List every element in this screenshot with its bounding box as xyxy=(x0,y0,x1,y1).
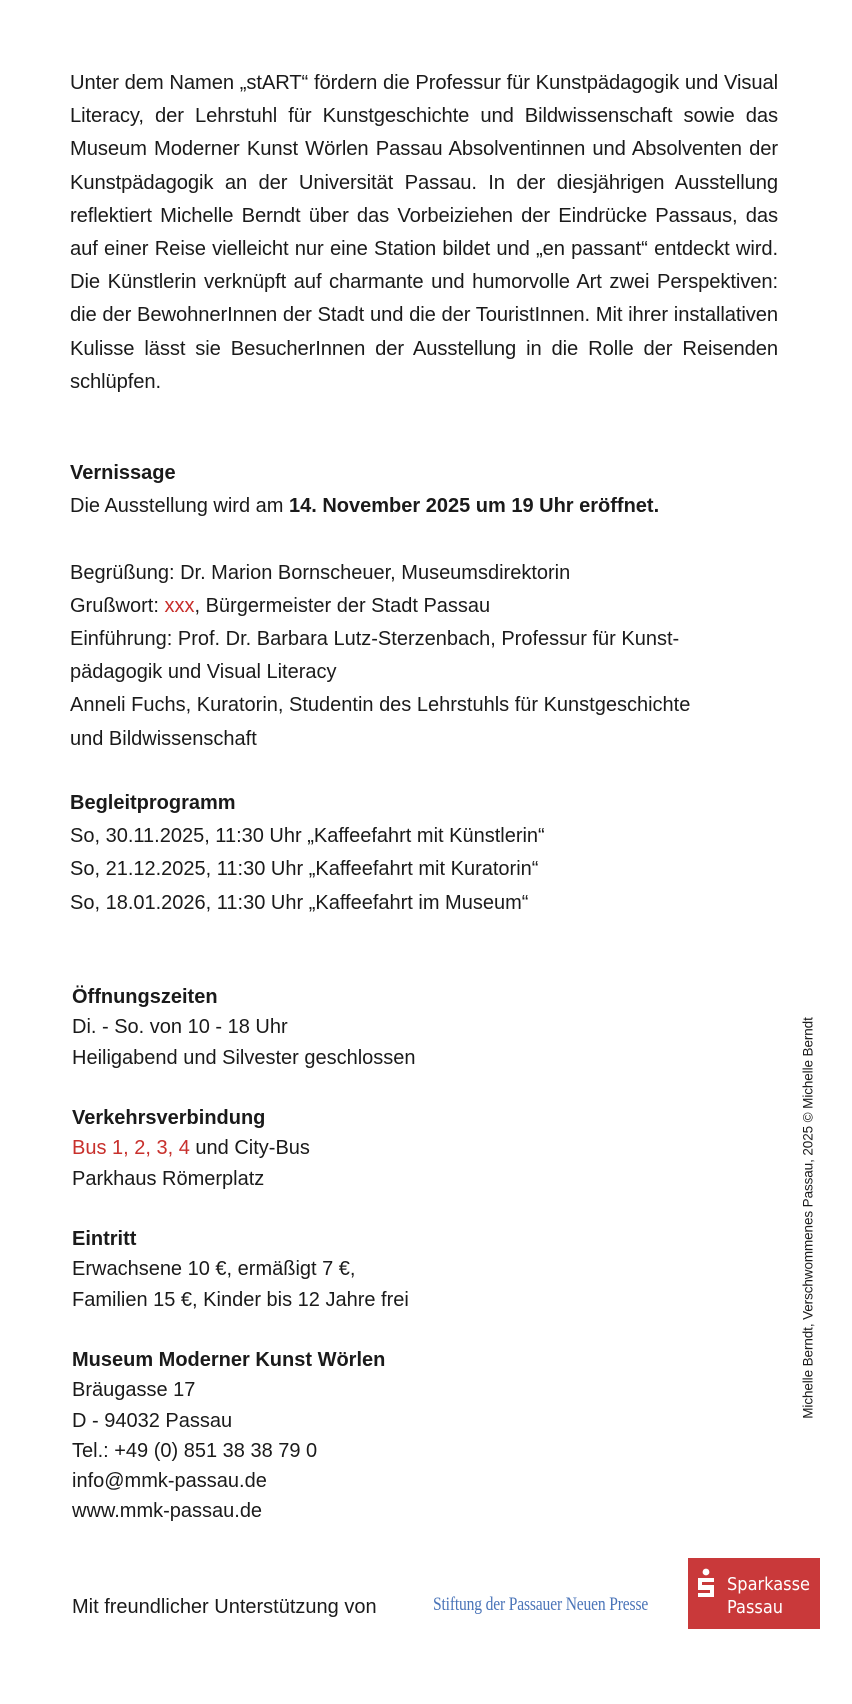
parking-line: Parkhaus Römerplatz xyxy=(72,1167,265,1190)
museum-street: Bräugasse 17 xyxy=(72,1379,196,1402)
admission-line: Erwachsene 10 €, ermäßigt 7 €, xyxy=(72,1258,356,1281)
sparkasse-s-icon xyxy=(697,1568,715,1602)
museum-address-section xyxy=(72,1345,672,1527)
spacer xyxy=(70,523,790,556)
sparkasse-passau-logo xyxy=(688,1558,820,1629)
opening-date: 14. November 2025 um 19 Uhr eröffnet. xyxy=(288,495,660,518)
image-credit: Michelle Berndt, Verschwommenes Passau, 2025 © Michelle Berndt xyxy=(800,1017,816,1419)
greeting-line: Begrüßung: Dr. Marion Bornscheuer, Museumsdirektorin xyxy=(70,561,571,584)
museum-website[interactable]: www.mmk-passau.de xyxy=(72,1500,263,1523)
grusswort-suffix: , Bürgermeister der Stadt Passau xyxy=(194,594,491,617)
grusswort-line xyxy=(70,590,790,623)
museum-email[interactable]: info@mmk-passau.de xyxy=(72,1470,267,1493)
sparkasse-city: Passau xyxy=(727,1597,784,1618)
vernissage-heading: Vernissage xyxy=(70,462,176,484)
support-label: Mit freundlicher Unterstützung von xyxy=(72,1596,377,1618)
museum-phone: Tel.: +49 (0) 851 38 38 79 0 xyxy=(72,1439,318,1462)
program-heading: Begleitprogramm xyxy=(70,792,236,814)
grusswort-prefix: Grußwort: xyxy=(70,594,165,617)
curator-line-2: und Bildwissenschaft xyxy=(70,727,257,750)
opening-prefix: Die Ausstellung wird am xyxy=(70,495,289,518)
program-section xyxy=(70,787,790,920)
hours-line: Heiligabend und Silvester geschlossen xyxy=(72,1046,416,1069)
intro-section xyxy=(70,67,778,399)
curator-line-1: Anneli Fuchs, Kuratorin, Studentin des Lehrstuhls für Kunstgeschichte xyxy=(70,694,691,717)
museum-city: D - 94032 Passau xyxy=(72,1409,233,1432)
transport-heading: Verkehrsverbindung xyxy=(72,1107,266,1129)
admission-line: Familien 15 €, Kinder bis 12 Jahre frei xyxy=(72,1288,409,1311)
admission-heading: Eintritt xyxy=(72,1228,137,1250)
stiftung-pnp-logo: Stiftung der Passauer Neuen Presse xyxy=(433,1594,649,1615)
sparkasse-label: Sparkasse xyxy=(727,1574,811,1595)
hours-line: Di. - So. von 10 - 18 Uhr xyxy=(72,1016,288,1039)
opening-line xyxy=(70,490,790,523)
program-event: So, 18.01.2026, 11:30 Uhr „Kaffeefahrt im Museum“ xyxy=(70,891,529,914)
admission-section xyxy=(72,1224,672,1315)
intro-paragraph: Unter dem Namen „stART“ fördern die Professur für Kunstpädagogik und Visual Literacy, der Lehrstuhl für Kunstgeschichte und Bildwissenschaft sowie das Museum Moderner Kunst Wörlen Passau Absolventinnen und Absolventen der Kunstpädagogik an der Universität Passau. In der diesjährigen Ausstellung reflektiert Michelle Berndt über das Vorbeiziehen der Eindrücke Passaus, das auf einer Reise vielleicht nur eine Station bildet und „en passant“ entdeckt wird. Die Künstlerin verknüpft auf charmante und humorvolle Art zwei Perspektiven: die der BewohnerInnen der Stadt und die der TouristInnen. Mit ihrer installativen Kulisse lässt sie BesucherInnen der Ausstellung in die Rolle der Reisenden schlüpfen. xyxy=(70,72,778,393)
program-event: So, 21.12.2025, 11:30 Uhr „Kaffeefahrt mit Kuratorin“ xyxy=(70,858,539,881)
hours-section xyxy=(72,982,672,1073)
grusswort-placeholder: xxx xyxy=(164,594,195,617)
introduction-line-1: Einführung: Prof. Dr. Barbara Lutz-Sterzenbach, Professur für Kunst- xyxy=(70,628,680,651)
transport-section xyxy=(72,1103,672,1194)
museum-name: Museum Moderner Kunst Wörlen xyxy=(72,1349,386,1371)
bus-line xyxy=(72,1133,672,1163)
introduction-line-2: pädagogik und Visual Literacy xyxy=(70,661,337,684)
bus-numbers: Bus 1, 2, 3, 4 xyxy=(72,1137,190,1160)
hours-heading: Öffnungszeiten xyxy=(72,986,218,1008)
program-event: So, 30.11.2025, 11:30 Uhr „Kaffeefahrt mit Künstlerin“ xyxy=(70,825,545,848)
vernissage-section xyxy=(70,457,790,756)
bus-suffix: und City-Bus xyxy=(189,1137,310,1160)
